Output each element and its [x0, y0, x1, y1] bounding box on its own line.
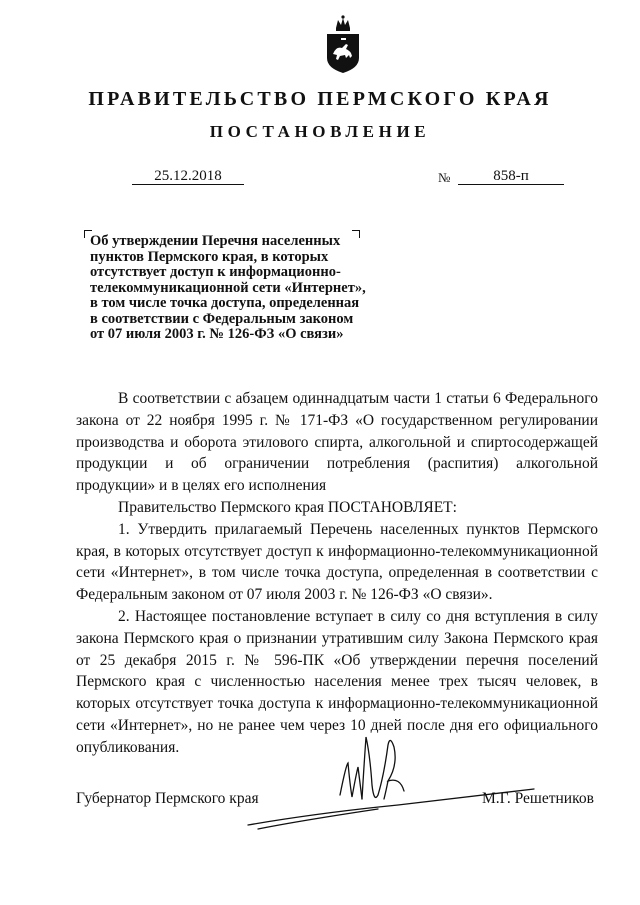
- resolution-statement: Правительство Пермского края ПОСТАНОВЛЯЕТ:: [118, 498, 457, 516]
- signer-name: М.Г. Решетников: [482, 790, 594, 807]
- document-number: 858-п: [458, 168, 564, 185]
- preamble-paragraph: В соответствии с абзацем одиннадцатым части 1 статьи 6 Федерального закона от 22 ноября 1995 г. № 171-ФЗ «О государственном регулировании производства и оборота этилового спирта, алкогольной и спиртосодержащей продукции и об ограничении потребления (распития) алкогольной продукции» и в целях его исполнения: [76, 390, 598, 495]
- document-subject: [90, 234, 390, 343]
- document-body: [76, 388, 598, 759]
- subject-line: в том числе точка доступа, определенная: [90, 295, 360, 311]
- subject-line: телекоммуникационной сети «Интернет»,: [90, 279, 366, 296]
- document-type: ПОСТАНОВЛЕНИЕ: [209, 122, 431, 141]
- signer-title: Губернатор Пермского края: [76, 790, 259, 807]
- subject-line: отсутствует доступ к информационно-: [90, 264, 341, 280]
- number-sign: №: [438, 170, 451, 185]
- subject-line: пунктов Пермского края, в которых: [90, 248, 329, 265]
- government-title: ПРАВИТЕЛЬСТВО ПЕРМСКОГО КРАЯ: [88, 88, 552, 110]
- handwritten-signature: [238, 725, 538, 835]
- clause-1: 1. Утвердить прилагаемый Перечень населенных пунктов Пермского края, в которых отсутствует доступ к информационно-телекоммуникационной сети «Интернет», в том числе точка доступа, определенная в соответствии с Федеральным законом от 07 июля 2003 г. № 126-ФЗ «О связи».: [76, 520, 598, 604]
- clause-2: 2. Настоящее постановление вступает в силу со дня вступления в силу закона Пермского края о признании утратившим силу Закона Пермского края от 25 декабря 2015 г. № 596-ПК «Об утверждении перечня поселений Пермского края с численностью населения менее трех тысяч человек, в которых отсутствует точка доступа к информационно-телекоммуникационной сети «Интернет», но не ранее чем через 10 дней после дня его официального опубликования.: [76, 607, 598, 756]
- subject-line: в соответствии с Федеральным законом: [90, 310, 354, 327]
- coat-of-arms-icon: [324, 14, 362, 74]
- subject-line: от 07 июля 2003 г. № 126-ФЗ «О связи»: [90, 326, 344, 342]
- subject-line: Об утверждении Перечня населенных: [90, 233, 341, 249]
- document-date: 25.12.2018: [132, 168, 244, 185]
